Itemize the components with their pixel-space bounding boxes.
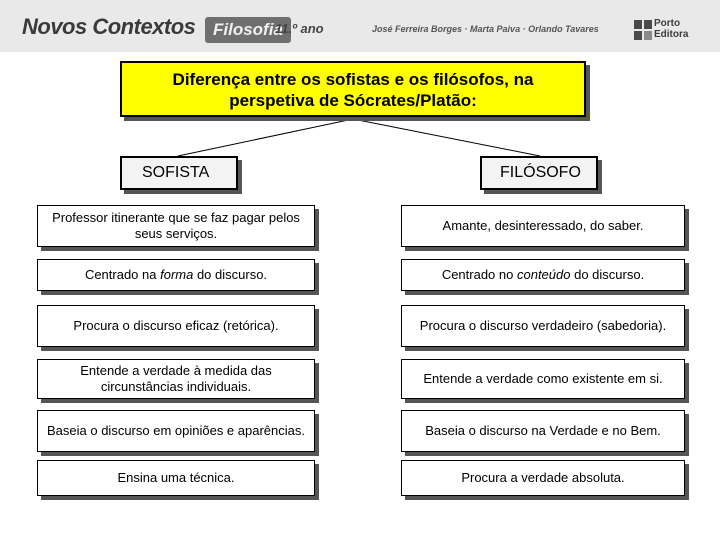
brand-title: Novos Contextos [22, 14, 196, 39]
filosofo-header: FILÓSOFO [480, 156, 598, 190]
publisher-line1: Porto [654, 18, 681, 29]
filosofo-cell-4-text: Entende a verdade como existente em si. [423, 371, 663, 386]
sofista-cell-4 [37, 359, 315, 399]
sofista-cell-5 [37, 410, 315, 452]
sofista-cell-1-text: Professor itinerante que se faz pagar pelos seus serviços. [52, 210, 300, 241]
filosofo-cell-5 [401, 410, 685, 452]
sofista-cell-4-text: Entende a verdade à medida das circunstâncias individuais. [80, 363, 272, 394]
filosofo-cell-1-text: Amante, desinteressado, do saber. [442, 218, 644, 233]
subject-name: Filosofia [213, 20, 283, 39]
publisher-line2: Editora [654, 29, 689, 40]
sofista-cell-3-text: Procura o discurso eficaz (retórica). [73, 318, 279, 333]
grade-label: 11.º ano [275, 21, 324, 36]
filosofo-cell-1 [401, 205, 685, 247]
connector-left [178, 119, 353, 156]
title-line-2: perspetiva de Sócrates/Platão: [229, 91, 477, 110]
filosofo-cell-5-text: Baseia o discurso na Verdade e no Bem. [425, 423, 661, 438]
connector-right [353, 119, 540, 156]
filosofo-cell-2-text: Centrado no conteúdo do discurso. [441, 267, 645, 282]
filosofo-cell-2 [401, 259, 685, 291]
filosofo-cell-3-text: Procura o discurso verdadeiro (sabedoria). [419, 318, 667, 333]
sofista-cell-6-text: Ensina uma técnica. [117, 470, 235, 485]
authors-line: José Ferreira Borges · Marta Paiva · Orlando Tavares [372, 24, 599, 34]
sofista-cell-1 [37, 205, 315, 247]
page-title [120, 61, 586, 117]
filosofo-cell-6 [401, 460, 685, 496]
filosofo-cell-4 [401, 359, 685, 399]
filosofo-cell-3 [401, 305, 685, 347]
sofista-cell-6 [37, 460, 315, 496]
sofista-cell-2 [37, 259, 315, 291]
sofista-header: SOFISTA [120, 156, 238, 190]
sofista-cell-2-text: Centrado na forma do discurso. [84, 267, 268, 282]
sofista-cell-3 [37, 305, 315, 347]
title-line-1: Diferença entre os sofistas e os filósofos, na [172, 70, 534, 89]
sofista-cell-5-text: Baseia o discurso em opiniões e aparências. [47, 423, 305, 438]
filosofo-cell-6-text: Procura a verdade absoluta. [461, 470, 625, 485]
